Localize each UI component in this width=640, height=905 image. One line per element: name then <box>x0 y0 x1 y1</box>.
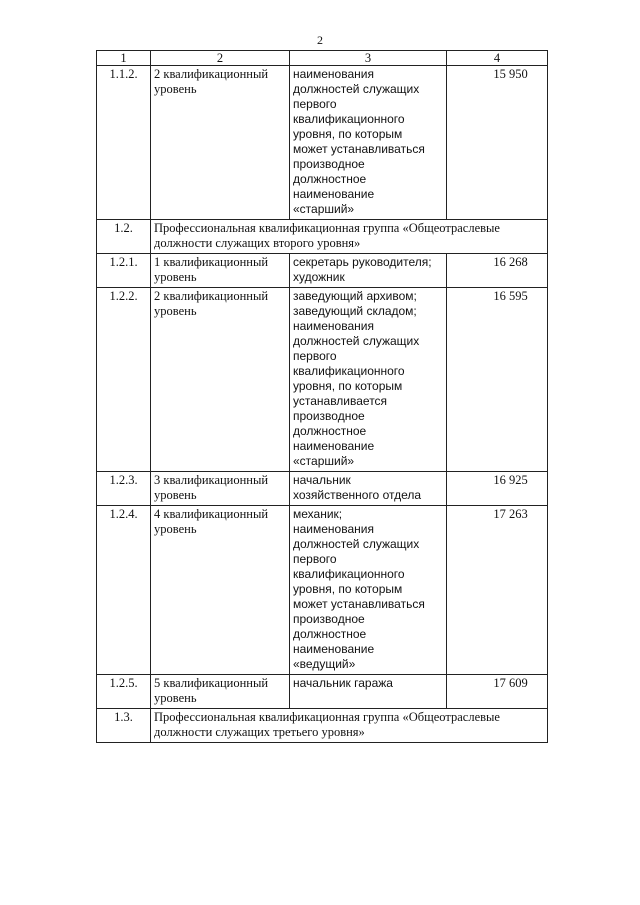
row-number: 1.2. <box>97 220 151 254</box>
salary-cell: 16 268 <box>447 254 548 288</box>
qualification-level: 4 квалификационный уровень <box>151 506 290 675</box>
salary-cell: 16 925 <box>447 472 548 506</box>
positions-cell: начальник гаража <box>290 675 447 709</box>
row-number: 1.2.5. <box>97 675 151 709</box>
page-number: 2 <box>317 33 323 47</box>
positions-cell: заведующий архивом; заведующий складом; наименования должностей служащих первого квалификационного уровня, по которым устанавливается производное должностное наименование «старший» <box>290 288 447 472</box>
qualification-level: 2 квалификационный уровень <box>151 288 290 472</box>
qualification-level: 1 квалификационный уровень <box>151 254 290 288</box>
table-row <box>97 288 548 472</box>
table-row <box>97 506 548 675</box>
salary-cell: 17 263 <box>447 506 548 675</box>
positions-cell: механик; наименования должностей служащих первого квалификационного уровня, по которым может устанавливаться производное должностное наименование «ведущий» <box>290 506 447 675</box>
row-number: 1.2.2. <box>97 288 151 472</box>
group-row <box>97 709 548 743</box>
positions-cell: секретарь руководителя; художник <box>290 254 447 288</box>
group-row <box>97 220 548 254</box>
qualification-level: 3 квалификационный уровень <box>151 472 290 506</box>
salary-cell: 16 595 <box>447 288 548 472</box>
salary-table <box>96 50 548 743</box>
header-col-2: 2 <box>151 51 290 66</box>
table-header-row <box>97 51 548 66</box>
row-number: 1.2.3. <box>97 472 151 506</box>
qualification-level: 2 квалификационный уровень <box>151 66 290 220</box>
row-number: 1.2.1. <box>97 254 151 288</box>
salary-cell: 17 609 <box>447 675 548 709</box>
group-title: Профессиональная квалификационная группа «Общеотраслевые должности служащих второго уровня» <box>151 220 548 254</box>
header-col-1: 1 <box>97 51 151 66</box>
group-title: Профессиональная квалификационная группа «Общеотраслевые должности служащих третьего уровня» <box>151 709 548 743</box>
table-row <box>97 472 548 506</box>
salary-cell: 15 950 <box>447 66 548 220</box>
positions-cell: наименования должностей служащих первого квалификационного уровня, по которым может устанавливаться производное должностное наименование «старший» <box>290 66 447 220</box>
row-number: 1.3. <box>97 709 151 743</box>
table-row <box>97 66 548 220</box>
qualification-level: 5 квалификационный уровень <box>151 675 290 709</box>
table-row <box>97 254 548 288</box>
positions-cell: начальник хозяйственного отдела <box>290 472 447 506</box>
header-col-3: 3 <box>290 51 447 66</box>
row-number: 1.2.4. <box>97 506 151 675</box>
header-col-4: 4 <box>447 51 548 66</box>
table-row <box>97 675 548 709</box>
row-number: 1.1.2. <box>97 66 151 220</box>
